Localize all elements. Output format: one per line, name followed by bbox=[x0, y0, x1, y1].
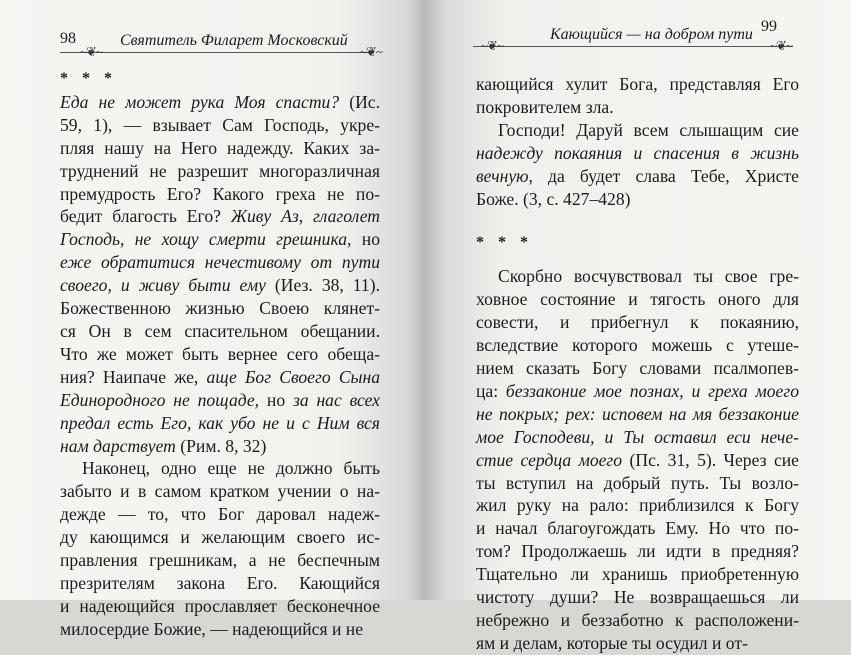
text-line bbox=[476, 73, 799, 96]
text-line bbox=[60, 297, 380, 320]
text-segment: жил руку на рало: приблизился к Богу bbox=[476, 495, 799, 516]
text-line bbox=[476, 449, 799, 472]
text-segment: ховное состояние и тягость оного для bbox=[476, 289, 799, 310]
text-line: дежде — то, что Бог даровал надеж- bbox=[60, 504, 380, 525]
text-line bbox=[60, 251, 380, 274]
text-line bbox=[60, 366, 380, 389]
text-line bbox=[60, 91, 380, 114]
text-line: Наконец, одно еще не должно быть bbox=[82, 458, 380, 479]
text-line bbox=[476, 563, 799, 586]
text-segment: небрежно и беззаботно к расположени- bbox=[476, 609, 799, 630]
text-segment: том? Продолжаешь ли идти в предняя? bbox=[476, 541, 799, 562]
text-line bbox=[476, 426, 799, 449]
right-header-rule bbox=[473, 46, 793, 47]
text-line bbox=[476, 517, 799, 540]
text-line: презрителям закона Его. Кающийся bbox=[60, 572, 380, 593]
text-line: правления грешникам, а не беспечным bbox=[60, 550, 380, 571]
text-line bbox=[476, 357, 799, 380]
text-segment: нием сказать Богу словами псалмопев- bbox=[476, 357, 799, 378]
italic-quote: беззаконие мое познах, и греха моего bbox=[505, 380, 799, 401]
text-segment: ния? Наипаче же, bbox=[60, 366, 207, 387]
italic-quote: Единородного не пощаде, bbox=[60, 389, 260, 410]
text-segment: чистоту души? Не возвращаешься ли bbox=[476, 587, 799, 608]
text-line: ду кающимся и желающим своего ис- bbox=[60, 527, 380, 548]
left-page bbox=[0, 0, 425, 639]
text-line bbox=[60, 412, 380, 435]
left-section-divider: * * * bbox=[60, 70, 117, 87]
text-segment: совести, и прибегнул к покаянию, bbox=[476, 312, 799, 333]
italic-quote: аще Бог Своего Сына bbox=[206, 366, 380, 387]
text-line bbox=[60, 389, 380, 412]
left-header-rule bbox=[60, 52, 372, 53]
text-line bbox=[476, 311, 799, 334]
italic-quote: Живу Аз, глаголет bbox=[230, 206, 380, 227]
text-line bbox=[60, 228, 380, 251]
text-line bbox=[476, 119, 799, 142]
text-segment: покровителем зла. bbox=[476, 96, 614, 117]
italic-quote: нам дарствует bbox=[60, 435, 176, 456]
left-paragraph-1 bbox=[60, 91, 380, 458]
text-line bbox=[476, 632, 799, 655]
italic-quote: стие сердца моего bbox=[476, 449, 623, 470]
right-header-ornament: ~❦~ bbox=[481, 38, 503, 53]
text-line bbox=[476, 540, 799, 563]
text-line bbox=[476, 165, 799, 188]
text-line bbox=[476, 96, 799, 119]
text-line bbox=[476, 334, 799, 357]
text-line bbox=[476, 265, 799, 288]
text-line bbox=[60, 183, 380, 206]
text-line bbox=[476, 142, 799, 165]
text-line bbox=[60, 114, 380, 137]
text-line bbox=[476, 403, 799, 426]
left-paragraph-2 bbox=[60, 457, 380, 640]
text-segment: Что же может быть вернее сего обеща- bbox=[60, 343, 380, 364]
right-prayer bbox=[476, 119, 799, 211]
text-segment: 59, 1), — взывает Сам Господь, укре- bbox=[60, 114, 380, 135]
text-line bbox=[60, 435, 380, 458]
text-segment: ся Он в сем спасительном обещании. bbox=[60, 320, 380, 341]
text-line bbox=[476, 472, 799, 495]
right-running-head: Кающийся — на добром пути bbox=[550, 26, 753, 43]
text-segment: премудрость Его? Какого греха не по- bbox=[60, 183, 380, 204]
text-segment: кающийся хулит Бога, представляя Его bbox=[476, 74, 799, 94]
text-segment: ца: bbox=[476, 380, 506, 401]
italic-quote: своего, и живу быти ему bbox=[60, 275, 266, 296]
left-header-ornament: ~❦~ bbox=[80, 44, 102, 59]
text-line bbox=[476, 188, 799, 211]
right-page bbox=[425, 0, 851, 653]
left-running-head: Святитель Филарет Московский bbox=[120, 32, 348, 49]
text-segment: (Рим. 8, 32) bbox=[175, 435, 267, 456]
text-line bbox=[60, 137, 380, 160]
left-header-ornament-right: ~❦~ bbox=[360, 44, 382, 59]
text-line bbox=[476, 586, 799, 609]
text-line bbox=[60, 274, 380, 297]
text-segment: (Иез. 38, 11). bbox=[265, 275, 380, 296]
text-segment: (Пс. 31, 5). Через сие bbox=[622, 449, 799, 470]
italic-quote: Господь, не хощу смерти грешника, bbox=[60, 229, 352, 250]
right-header-ornament-right: ~❦~ bbox=[770, 38, 792, 53]
text-line bbox=[476, 380, 799, 403]
right-page-number: 99 bbox=[761, 18, 777, 35]
italic-quote: предал есть Его, как убо не и с Ним вся bbox=[60, 412, 380, 433]
italic-quote: Еда не может рука Моя спасти? bbox=[60, 91, 340, 112]
italic-quote: не покрых; рех: исповем на мя беззаконие bbox=[476, 403, 799, 424]
right-text-column bbox=[476, 73, 799, 655]
text-segment: пляя нашу на Него надежду. Каких за- bbox=[60, 137, 380, 158]
right-section-divider: * * * bbox=[476, 234, 533, 252]
text-line: и надеющийся прославляет бесконечное bbox=[60, 595, 380, 616]
text-segment: ям и делам, которые ты осудил и от- bbox=[476, 632, 748, 653]
text-segment: да будет слава Тебе, Христе bbox=[532, 165, 799, 186]
text-segment: но bbox=[259, 389, 293, 410]
right-paragraph bbox=[476, 265, 799, 654]
text-segment: бедит благость Его? bbox=[60, 206, 231, 227]
text-segment: Боже. (3, с. 427–428) bbox=[476, 188, 631, 209]
text-segment: Господи! Даруй всем слышащим сие bbox=[498, 119, 799, 140]
left-text-column bbox=[60, 68, 380, 641]
italic-quote: вечную, bbox=[476, 165, 533, 186]
text-segment: вследствие которого можешь с утеше- bbox=[476, 335, 799, 356]
text-segment: труднений не разрешит многоразличная bbox=[60, 160, 380, 181]
italic-quote: мое Господеви, и Ты оставил еси нече- bbox=[476, 426, 799, 447]
text-segment: Тщательно ли хранишь приобретенную bbox=[476, 564, 799, 585]
text-line bbox=[476, 288, 799, 311]
text-segment: ты вступил на добрый путь. Ты возло- bbox=[476, 472, 799, 493]
text-segment: Божественною жизнью Своею клянет- bbox=[60, 298, 380, 319]
italic-quote: надежду покаяния и спасения в жизнь bbox=[476, 142, 799, 163]
text-line bbox=[60, 205, 380, 228]
text-segment: и начал благоугождать Ему. Но что по- bbox=[476, 518, 799, 539]
text-line bbox=[60, 343, 380, 366]
text-line bbox=[60, 160, 380, 183]
left-page-number: 98 bbox=[60, 30, 76, 47]
text-segment: но bbox=[351, 229, 380, 250]
text-line: забыто и в самом кратком учении о на- bbox=[60, 481, 380, 502]
text-line bbox=[60, 320, 380, 343]
text-line bbox=[476, 494, 799, 517]
italic-quote: за нас всех bbox=[292, 389, 380, 410]
right-continuation bbox=[476, 73, 799, 119]
text-line: милосердие Божие, — надеющийся и не bbox=[60, 618, 364, 639]
text-segment: Скорбно восчувствовал ты свое гре- bbox=[498, 266, 799, 287]
text-line bbox=[476, 609, 799, 632]
italic-quote: еже обратитися нечестивому от пути bbox=[60, 252, 380, 273]
text-segment: (Ис. bbox=[339, 91, 380, 112]
